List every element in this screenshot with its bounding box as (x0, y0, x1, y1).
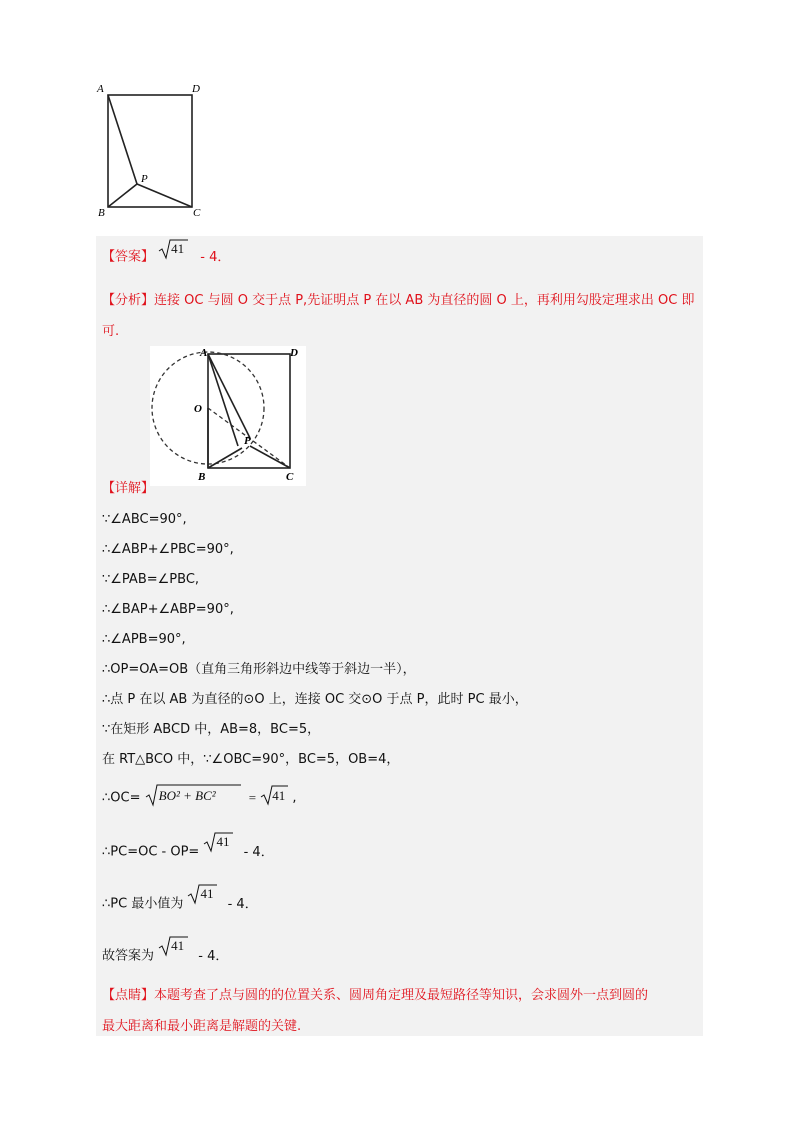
sqrt-41: 41 (203, 831, 233, 853)
detail-line-6: ∴OP=OA=OB（直角三角形斜边中线等于斜边一半）， (102, 662, 416, 677)
comment-line-1: 【点睛】本题考查了点与圆的的位置关系、圆周角定理及最短路径等知识，会求圆外一点到圆的 (102, 988, 649, 1003)
segment-bp (108, 184, 137, 207)
detail-line-10: ∴OC= BO² + BC² = 41 , (102, 786, 297, 810)
label-d: D (192, 83, 200, 95)
label-o: O (194, 403, 202, 415)
figure-rectangle-abcd (96, 78, 206, 218)
detail-line-11: ∴PC=OC - OP= 41 - 4． (102, 841, 274, 863)
detail-line-13: 故答案为 41 - 4． (102, 945, 228, 967)
label-a: A (97, 83, 104, 95)
label-c: C (193, 207, 201, 218)
answer-rest: - 4． (200, 249, 231, 265)
detail-line-5: ∴∠APB=90°, (102, 632, 186, 647)
label-b: B (98, 207, 105, 218)
figure-circle-construction (150, 346, 306, 486)
answer-line (102, 241, 231, 268)
sqrt-41: 41 (260, 784, 288, 806)
label-d: D (290, 347, 298, 359)
sqrt-41: 41 (187, 883, 217, 905)
detail-line-2: ∴∠ABP+∠PBC=90°, (102, 542, 234, 557)
answer-tag: 【答案】 (102, 249, 155, 265)
detail-line-12: ∴PC 最小值为 41 - 4． (102, 893, 258, 915)
label-p: P (141, 173, 148, 185)
label-c: C (286, 471, 294, 483)
segment-cp (137, 184, 192, 207)
analysis-line-2: 可. (102, 324, 120, 339)
detail-tag: 【详解】 (102, 481, 155, 496)
segment-ap (108, 95, 137, 184)
detail-line-3: ∵∠PAB=∠PBC, (102, 572, 200, 587)
detail-line-4: ∴∠BAP+∠ABP=90°, (102, 602, 234, 617)
label-b: B (198, 471, 206, 483)
detail-line-9: 在 RT△BCO 中，∵∠OBC=90°，BC=5，OB=4， (102, 752, 400, 767)
analysis-tag: 【分析】 (102, 293, 155, 308)
comment-tag: 【点睛】 (102, 988, 155, 1003)
analysis-line-1: 【分析】连接 OC 与圆 O 交于点 P,先证明点 P 在以 AB 为直径的圆 O 上，再利用勾股定理求出 OC 即 (102, 293, 695, 308)
sqrt-41: 41 (158, 935, 188, 957)
sqrt-41: 41 (158, 238, 188, 260)
detail-line-7: ∴点 P 在以 AB 为直径的⊙O 上，连接 OC 交⊙O 于点 P，此时 PC 最小， (102, 692, 528, 707)
comment-line-2: 最大距离和最小距离是解题的关键. (102, 1019, 302, 1034)
label-p: P (244, 435, 251, 447)
label-a: A (200, 347, 208, 359)
sqrt-bo2-bc2: BO² + BC² (145, 783, 241, 807)
detail-line-8: ∵在矩形 ABCD 中，AB=8，BC=5， (102, 722, 321, 737)
detail-line-1: ∵∠ABC=90°, (102, 512, 187, 527)
